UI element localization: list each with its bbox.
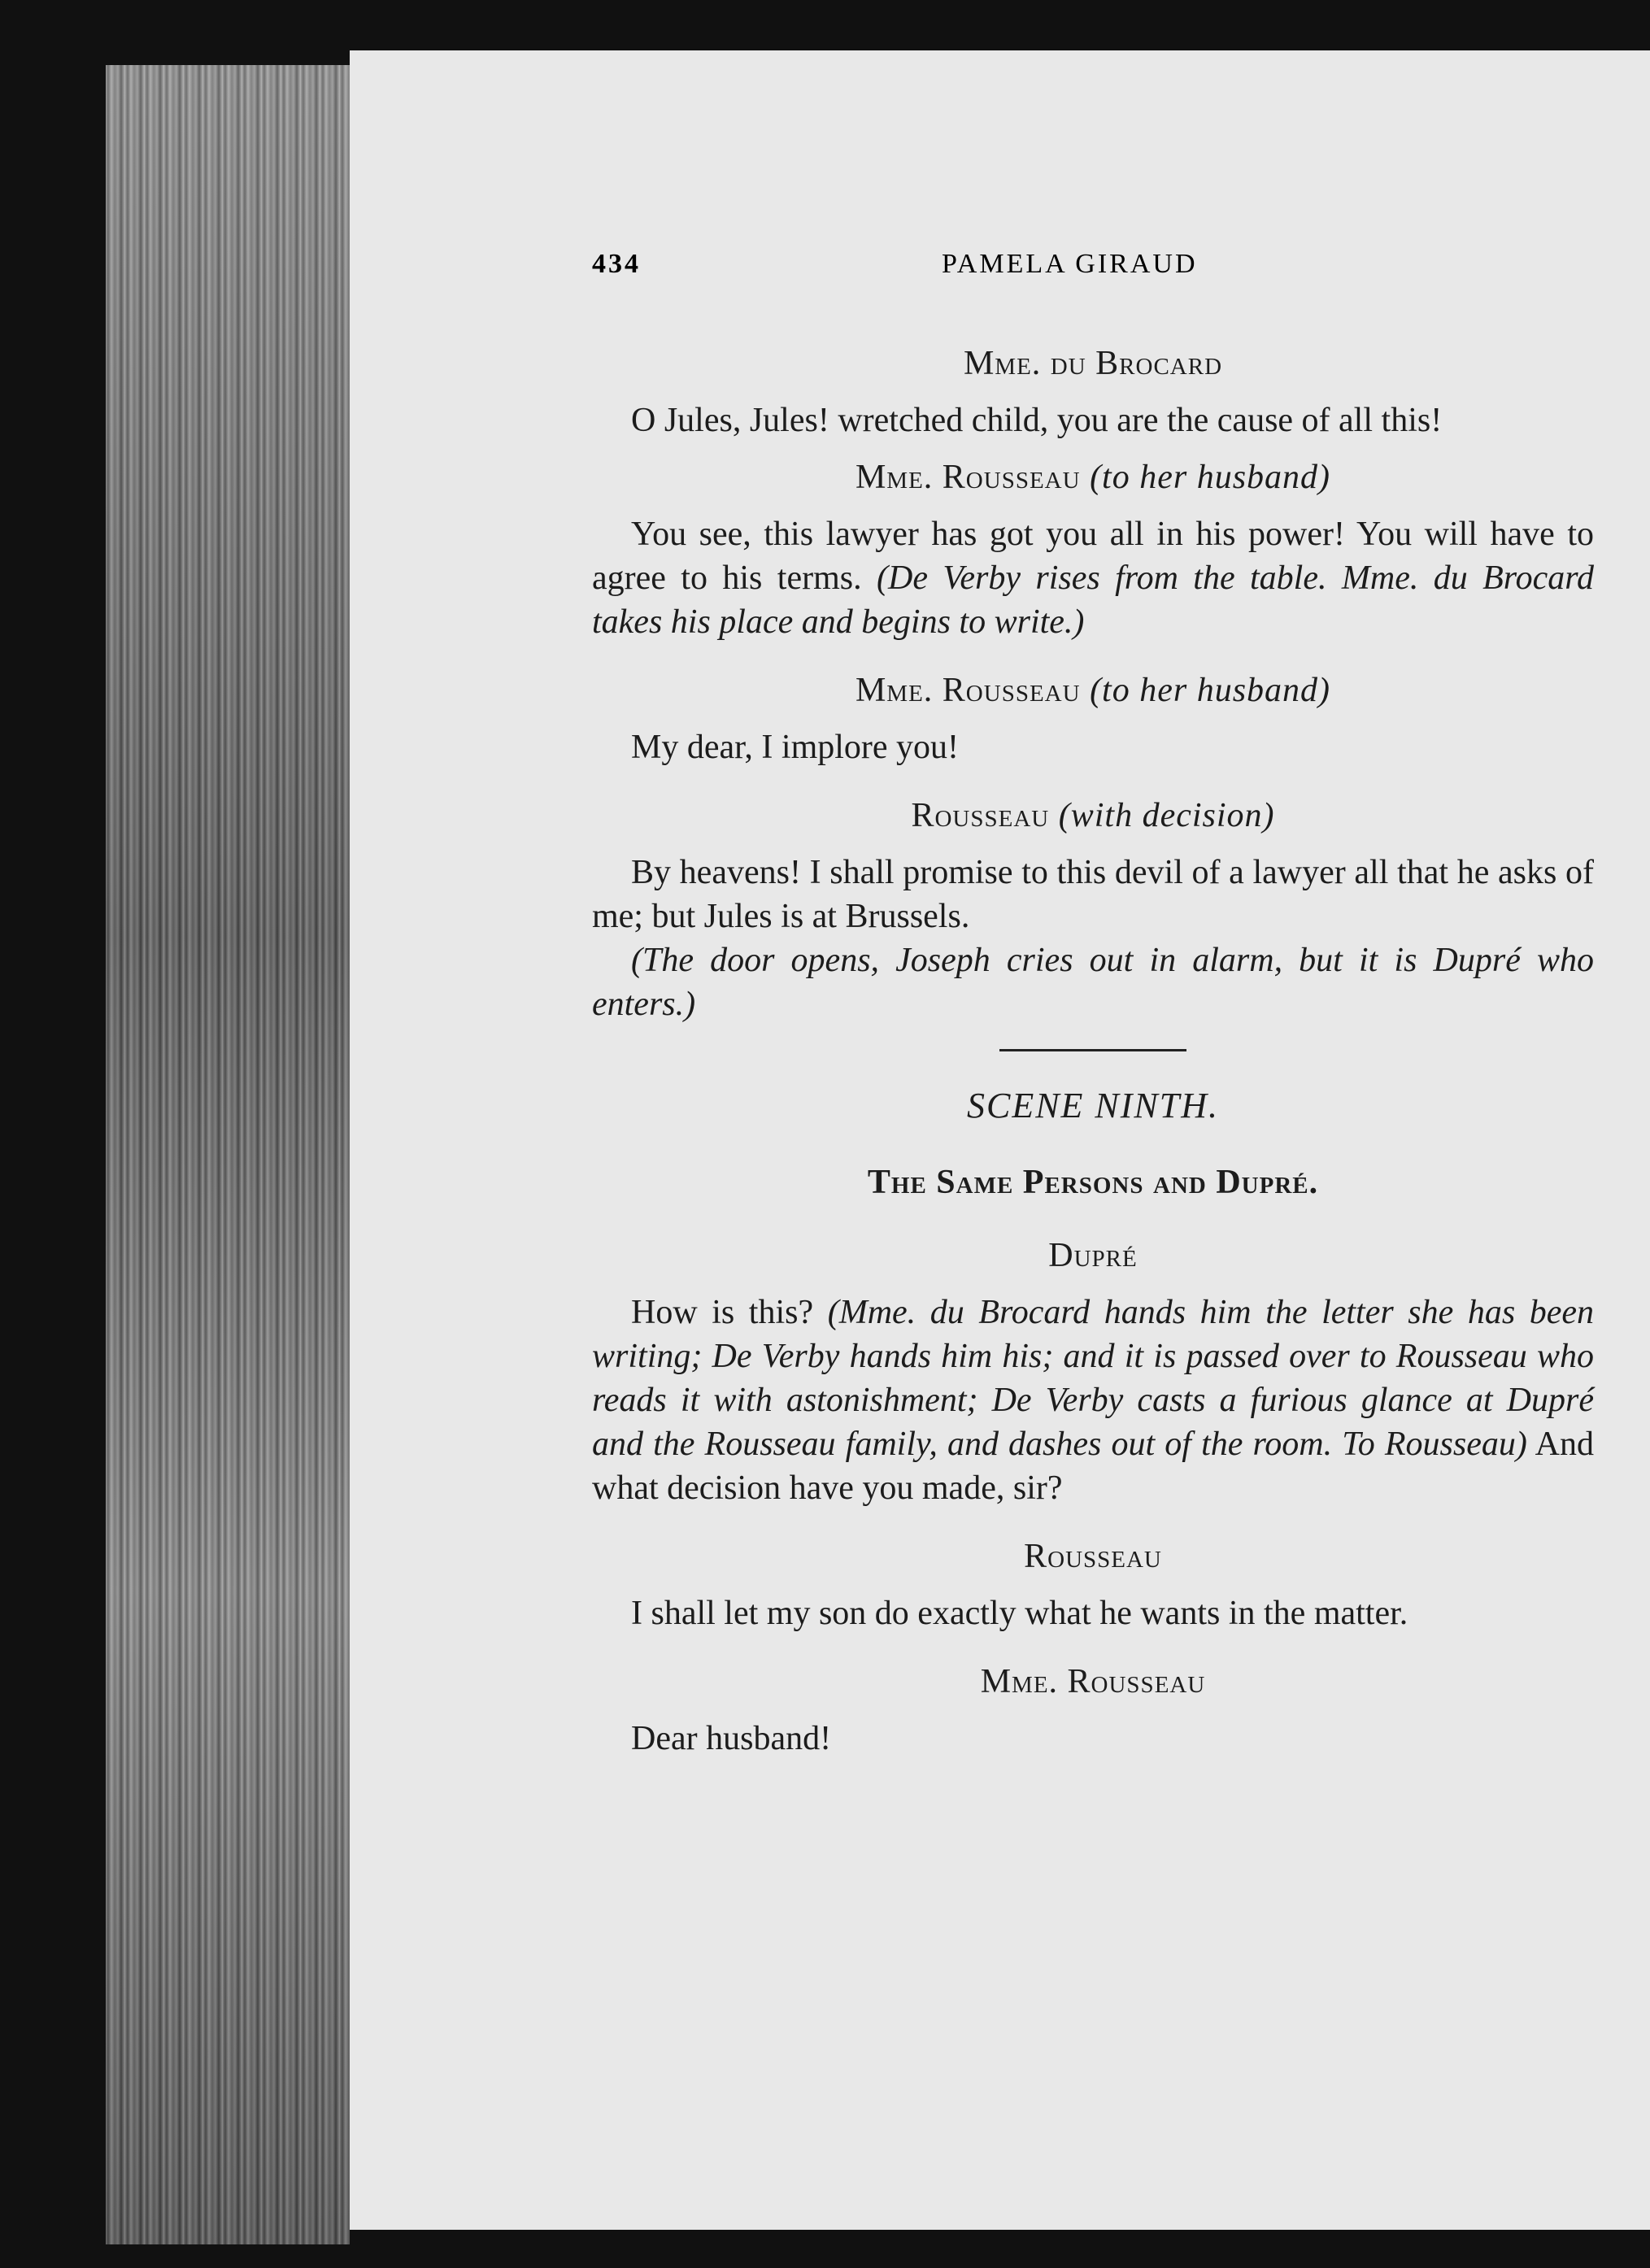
stage-direction: (to her husband) [1090,672,1331,709]
speech-line: How is this? [631,1294,814,1331]
stage-direction: (The door opens, Joseph cries out in alarm, but it is Dupré who enters.) [592,942,1594,1023]
stage-direction: (De Verby rises from the table. Mme. du Brocard takes his place and begins to write.) [592,559,1595,641]
speaker-heading: Rousseau [1024,1538,1162,1575]
speech-text [592,512,1594,644]
speaker-heading: Mme. du Brocard [963,345,1223,382]
running-title: PAMELA GIRAUD [942,249,1198,279]
scene-title: SCENE NINTH. [966,1086,1220,1125]
speaker-heading [592,455,1594,499]
speech-line: And what decision have you made, sir? [592,1426,1595,1507]
speech-text: I shall let my son do exactly what he wants in the matter. [631,1595,1408,1632]
speaker-name: Mme. Rousseau [855,672,1081,709]
speaker-heading [592,794,1594,838]
page-text [592,342,1594,1761]
stage-direction: (Mme. du Brocard hands him the letter she has been writing; De Verby hands him his; and it is passed over to Rousseau who reads it with astonishment; De Verby casts a furious glance at Dupré and the Rousseau family, and dashes out of the room. To Rousseau) [592,1294,1595,1463]
speech-text: My dear, I implore you! [631,729,960,766]
speech-text: By heavens! I shall promise to this devil of a lawyer all that he asks of me; but Jules is at Brussels. [592,854,1594,935]
scene-persons: The Same Persons and Dupré. [867,1164,1319,1201]
speaker-heading [592,668,1594,712]
running-head [592,249,1594,289]
book-spine [106,65,350,2244]
stage-direction: (with decision) [1058,797,1275,834]
section-divider [999,1049,1186,1051]
speech-text: O Jules, Jules! wretched child, you are the cause of all this! [631,402,1443,439]
speech-text: Dear husband! [631,1720,832,1757]
speech-line: You see, this lawyer has got you all in his power! You will have to agree to his terms. [592,516,1594,597]
speaker-heading: Mme. Rousseau [980,1663,1206,1700]
speaker-name: Mme. Rousseau [855,459,1081,496]
speech-text [592,1291,1594,1510]
page-number: 434 [592,249,641,279]
speaker-name: Rousseau [911,797,1050,834]
stage-direction: (to her husband) [1090,459,1331,496]
speaker-heading: Dupré [1048,1237,1138,1274]
